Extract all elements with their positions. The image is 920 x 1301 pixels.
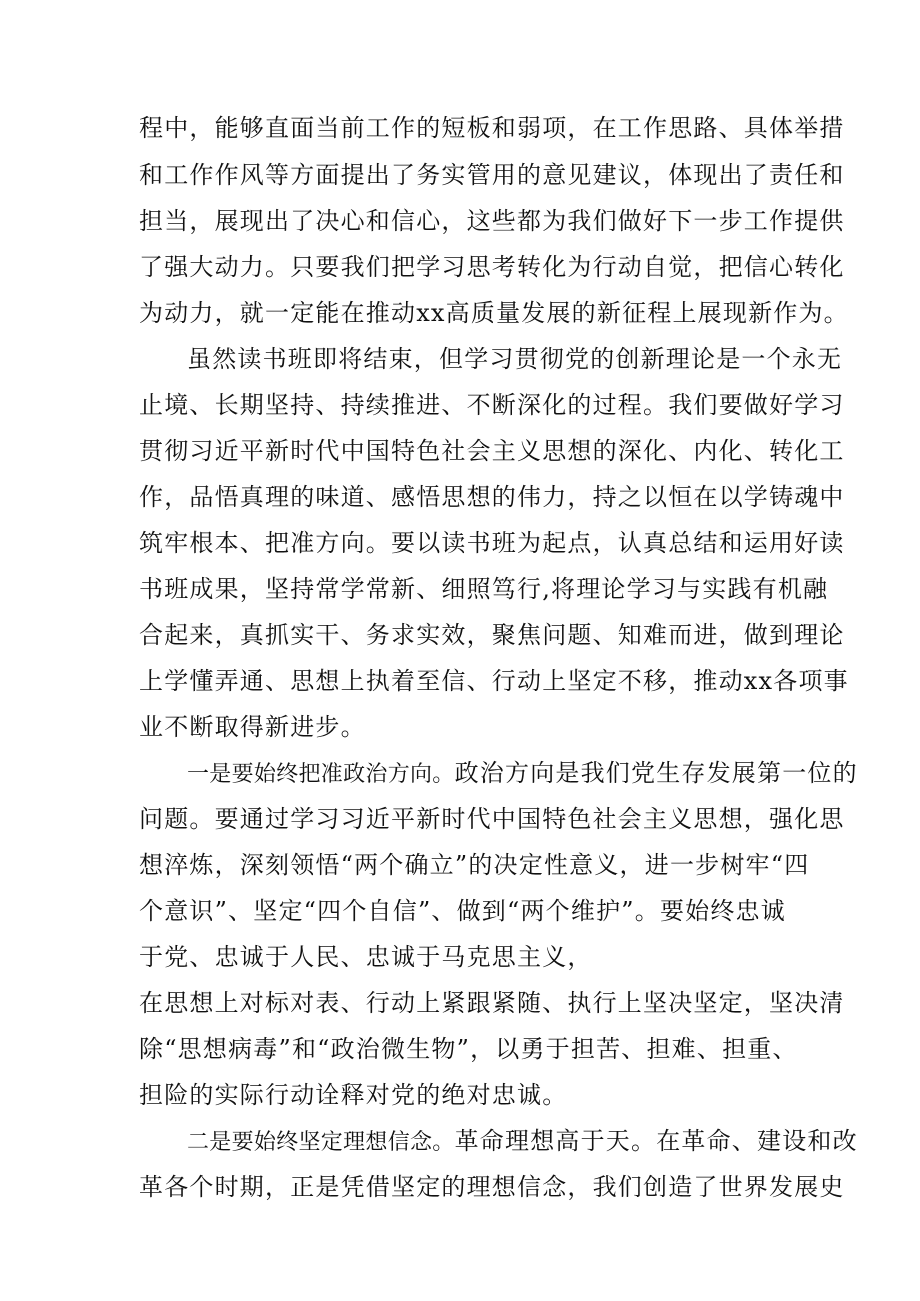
paragraph-3-line-3: 想淬炼，深刻领悟“两个确立”的决定性意义，进一步树牢“四 xyxy=(139,851,810,879)
paragraph-2-line-7: 合起来，真抓实干、务求实效，聚焦问题、知难而进，做到理论 xyxy=(139,621,845,649)
paragraph-2-line-6: 书班成果，坚持常学常新、细照笃行,将理论学习与实践有机融 xyxy=(139,575,829,603)
paragraph-2-line-8: 上学懂弄通、思想上执着至信、行动上坚定不移，推动xx各项事 xyxy=(139,667,849,695)
paragraph-2-line-1: 虽然读书班即将结束，但学习贯彻党的创新理论是一个永无 xyxy=(187,345,843,373)
paragraph-2-line-9: 业不断取得新进步。 xyxy=(139,713,366,741)
paragraph-3-line-6: 在思想上对标对表、行动上紧跟紧随、执行上坚决坚定，坚决清 xyxy=(139,989,845,1017)
paragraph-3-line-2: 问题。要通过学习习近平新时代中国特色社会主义思想，强化思 xyxy=(139,805,845,833)
paragraph-1-line-5: 为动力，就一定能在推动xx高质量发展的新征程上展现新作为。 xyxy=(139,299,849,327)
paragraph-1-line-1: 程中，能够直面当前工作的短板和弱项，在工作思路、具体举措 xyxy=(139,114,845,142)
paragraph-2-line-3: 贯彻习近平新时代中国特色社会主义思想的深化、内化、转化工 xyxy=(139,437,845,465)
paragraph-4-heading: 二是要始终坚定理想信念。 xyxy=(187,1130,455,1155)
paragraph-4-line-1-rest: 革命理想高于天。在革命、建设和改 xyxy=(454,1127,858,1155)
paragraph-3-line-4: 个意识”、坚定“四个自信”、做到“两个维护”。要始终忠诚 xyxy=(139,897,786,925)
paragraph-3-line-8: 担险的实际行动诠释对党的绝对忠诚。 xyxy=(139,1081,568,1109)
paragraph-4-line-1 xyxy=(187,1118,858,1164)
paragraph-3-line-1 xyxy=(187,750,858,796)
paragraph-2-line-2: 止境、长期坚持、持续推进、不断深化的过程。我们要做好学习 xyxy=(139,391,845,419)
paragraph-1-line-3: 担当，展现出了决心和信心，这些都为我们做好下一步工作提供 xyxy=(139,207,845,235)
paragraph-2-line-5: 筑牢根本、把准方向。要以读书班为起点，认真总结和运用好读 xyxy=(139,529,845,557)
paragraph-3-heading: 一是要始终把准政治方向。 xyxy=(187,762,455,787)
paragraph-3-line-5: 于党、忠诚于人民、忠诚于马克思主义， xyxy=(139,943,593,971)
paragraph-3-line-7: 除“思想病毒”和“政治微生物”，以勇于担苦、担难、担重、 xyxy=(139,1035,798,1063)
paragraph-4-line-2: 革各个时期，正是凭借坚定的理想信念，我们创造了世界发展史 xyxy=(139,1173,845,1201)
paragraph-3-line-1-rest: 政治方向是我们党生存发展第一位的 xyxy=(454,759,858,787)
paragraph-1-line-4: 了强大动力。只要我们把学习思考转化为行动自觉，把信心转化 xyxy=(139,253,845,281)
paragraph-2-line-4: 作，品悟真理的味道、感悟思想的伟力，持之以恒在以学铸魂中 xyxy=(139,483,845,511)
paragraph-1-line-2: 和工作作风等方面提出了务实管用的意见建议，体现出了责任和 xyxy=(139,161,845,189)
